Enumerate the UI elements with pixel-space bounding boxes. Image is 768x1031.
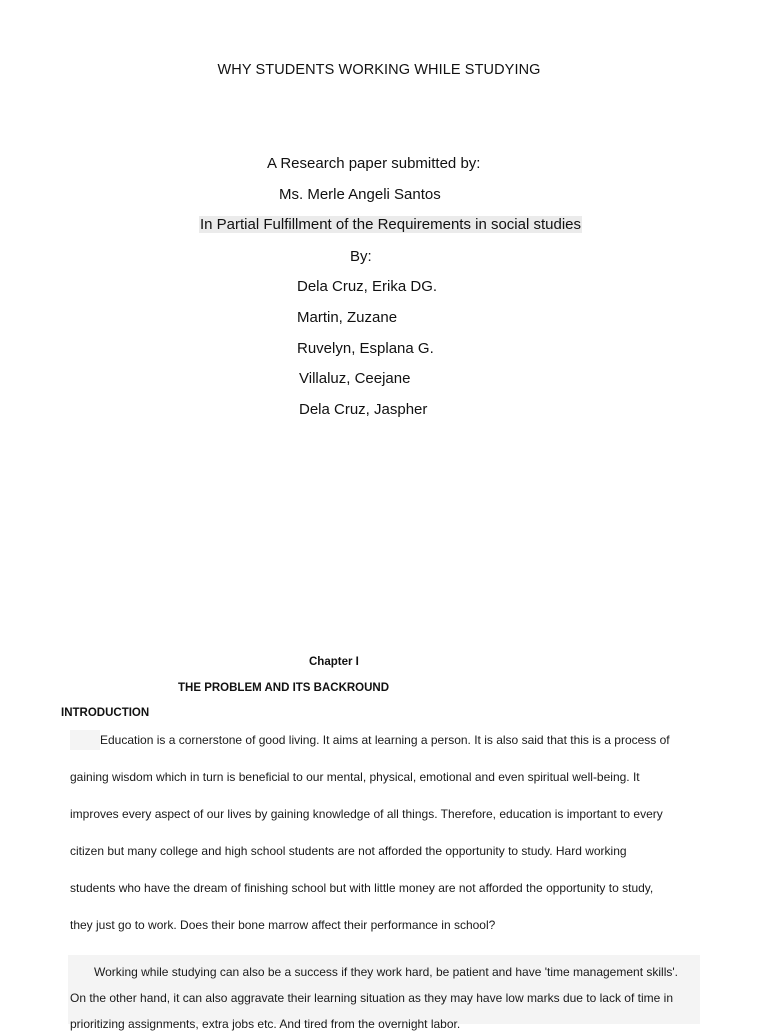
paragraph-line: citizen but many college and high school students are not afforded the opportunity to study. Hard working bbox=[70, 844, 627, 858]
paper-title: WHY STUDENTS WORKING WHILE STUDYING bbox=[217, 62, 541, 78]
chapter-title: THE PROBLEM AND ITS BACKROUND bbox=[178, 682, 390, 694]
paragraph-line: improves every aspect of our lives by gaining knowledge of all things. Therefore, education is important to every bbox=[70, 807, 663, 821]
paragraph-line: they just go to work. Does their bone marrow affect their performance in school? bbox=[70, 918, 496, 932]
author-name: Dela Cruz, Jaspher bbox=[299, 401, 428, 418]
author-name: Dela Cruz, Erika DG. bbox=[297, 278, 438, 295]
fulfillment-line: In Partial Fulfillment of the Requirements in social studies bbox=[200, 216, 582, 233]
by-label: By: bbox=[350, 248, 372, 265]
section-heading: INTRODUCTION bbox=[61, 707, 150, 719]
paragraph-line: gaining wisdom which in turn is beneficial to our mental, physical, emotional and even spiritual well-being. It bbox=[70, 770, 640, 784]
adviser-name: Ms. Merle Angeli Santos bbox=[279, 186, 441, 203]
paragraph-line: Working while studying can also be a success if they work hard, be patient and have 'time management skills'. bbox=[94, 965, 678, 979]
paragraph-line: On the other hand, it can also aggravate their learning situation as they may have low marks due to lack of time in bbox=[70, 991, 673, 1005]
paragraph-line: prioritizing assignments, extra jobs etc. And tired from the overnight labor. bbox=[70, 1017, 461, 1031]
author-name: Villaluz, Ceejane bbox=[299, 370, 411, 387]
author-name: Martin, Zuzane bbox=[297, 309, 398, 326]
author-name: Ruvelyn, Esplana G. bbox=[297, 340, 434, 357]
indent-shading bbox=[70, 730, 100, 750]
paragraph-line: students who have the dream of finishing school but with little money are not afforded the opportunity to study, bbox=[70, 881, 654, 895]
paragraph-line: Education is a cornerstone of good living. It aims at learning a person. It is also said that this is a process of bbox=[100, 733, 670, 747]
chapter-label: Chapter I bbox=[309, 656, 359, 668]
submitted-by-line: A Research paper submitted by: bbox=[267, 155, 481, 172]
